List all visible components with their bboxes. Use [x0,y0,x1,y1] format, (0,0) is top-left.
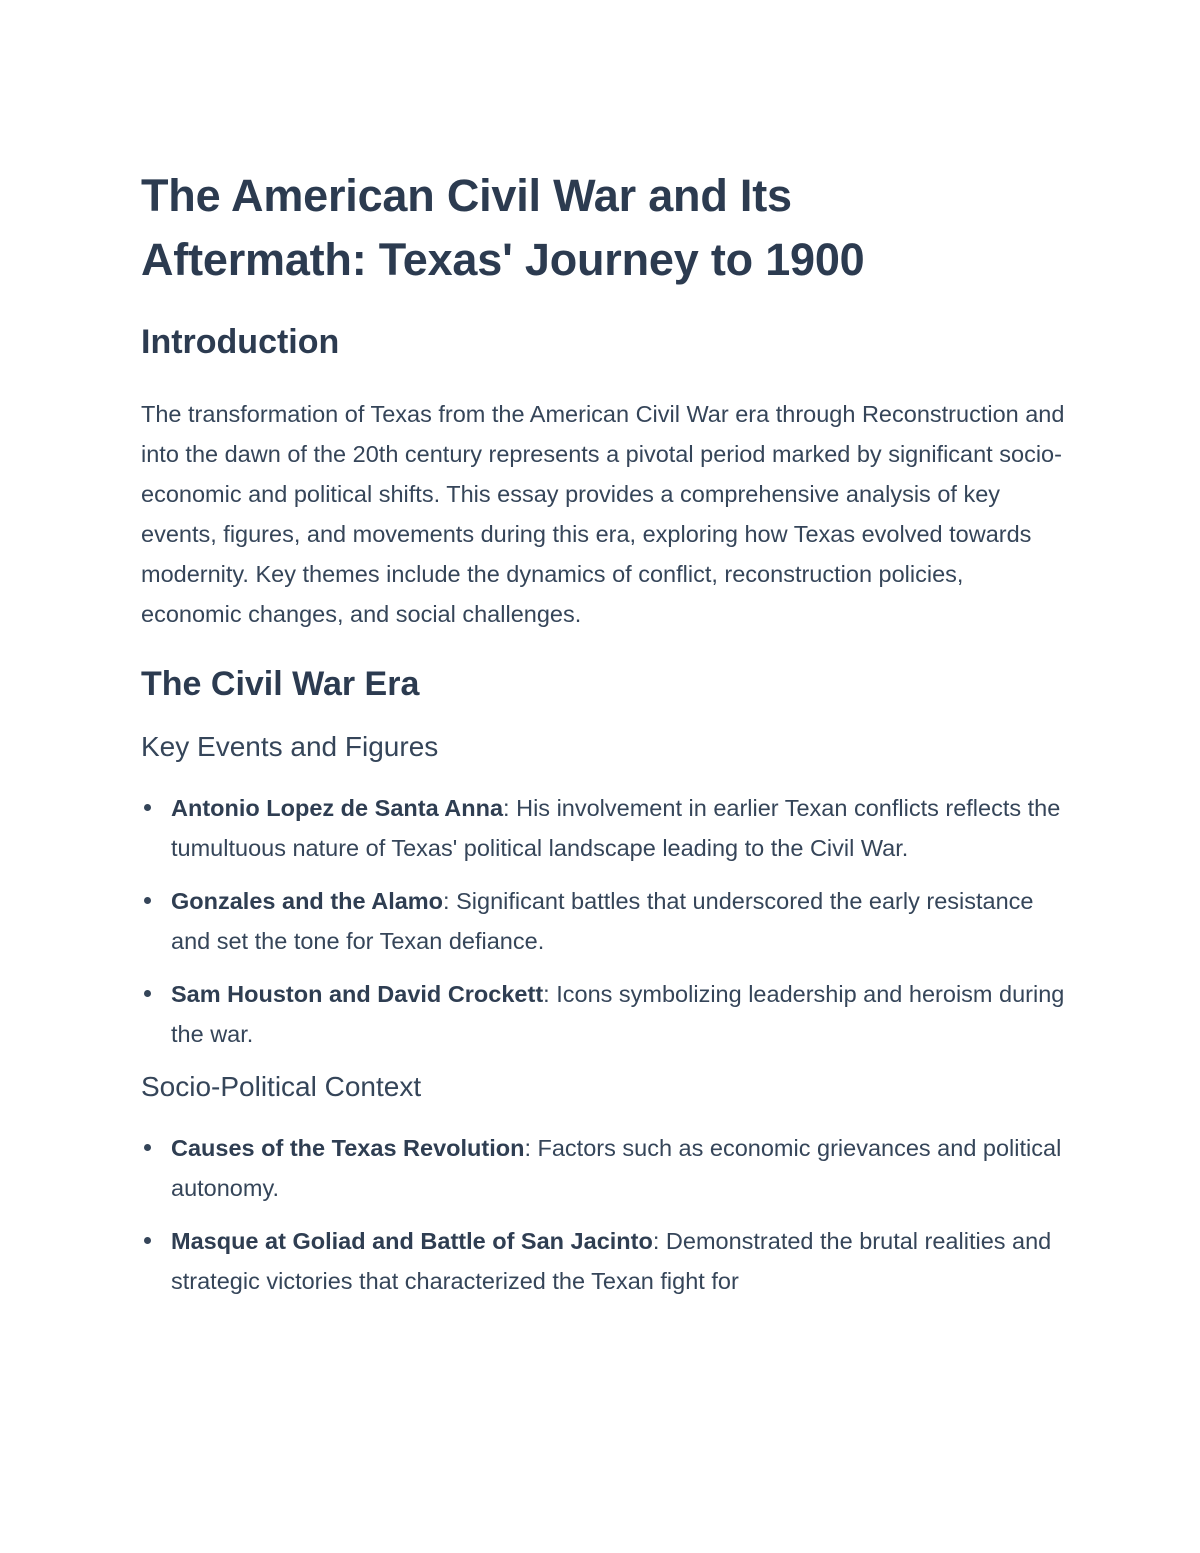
bullet-icon [144,1144,151,1151]
civil-war-era-heading: The Civil War Era [141,665,420,703]
bullet-icon [144,897,151,904]
document-page [141,164,1066,1301]
list-item-term: Causes of the Texas Revolution [171,1135,525,1161]
introduction-paragraph: The transformation of Texas from the American Civil War era through Reconstruction and into the dawn of the 20th century represents a pivotal period marked by significant socio-economic and political shifts. This essay provides a comprehensive analysis of key events, figures, and movements during this era, exploring how Texas evolved towards modernity. Key themes include the dynamics of conflict, reconstruction policies, economic changes, and social challenges. [141,401,1065,627]
document-title-line-2: Aftermath: Texas' Journey to 1900 [141,234,865,285]
list-item-term: Masque at Goliad and Battle of San Jacinto [171,1228,653,1254]
list-item-text: : Significant battles that underscored the early resistance and set the tone for Texan defiance. [171,888,1034,954]
list-item-text: : Factors such as economic grievances and political autonomy. [171,1135,1062,1201]
list-item [141,974,1066,1054]
list-item [141,1128,1066,1208]
list-item-text: : Demonstrated the brutal realities and strategic victories that characterized the Texan fight for [171,1228,1052,1294]
key-events-heading: Key Events and Figures [141,731,439,762]
socio-political-heading: Socio-Political Context [141,1071,422,1102]
list-item-text: : His involvement in earlier Texan conflicts reflects the tumultuous nature of Texas' political landscape leading to the Civil War. [171,795,1061,861]
document-title-line-1: The American Civil War and Its [141,170,792,221]
list-item [141,881,1066,961]
list-item [141,788,1066,868]
list-item [141,1221,1066,1301]
document-title [141,164,1066,292]
list-item-text: : Icons symbolizing leadership and heroism during the war. [171,981,1065,1047]
bullet-icon [144,804,151,811]
list-item-term: Antonio Lopez de Santa Anna [171,795,504,821]
bullet-icon [144,1237,151,1244]
introduction-heading: Introduction [141,323,340,361]
list-item-term: Gonzales and the Alamo [171,888,444,914]
bullet-icon [144,990,151,997]
list-item-term: Sam Houston and David Crockett [171,981,544,1007]
socio-political-list [141,1128,1066,1301]
key-events-list [141,788,1066,1054]
